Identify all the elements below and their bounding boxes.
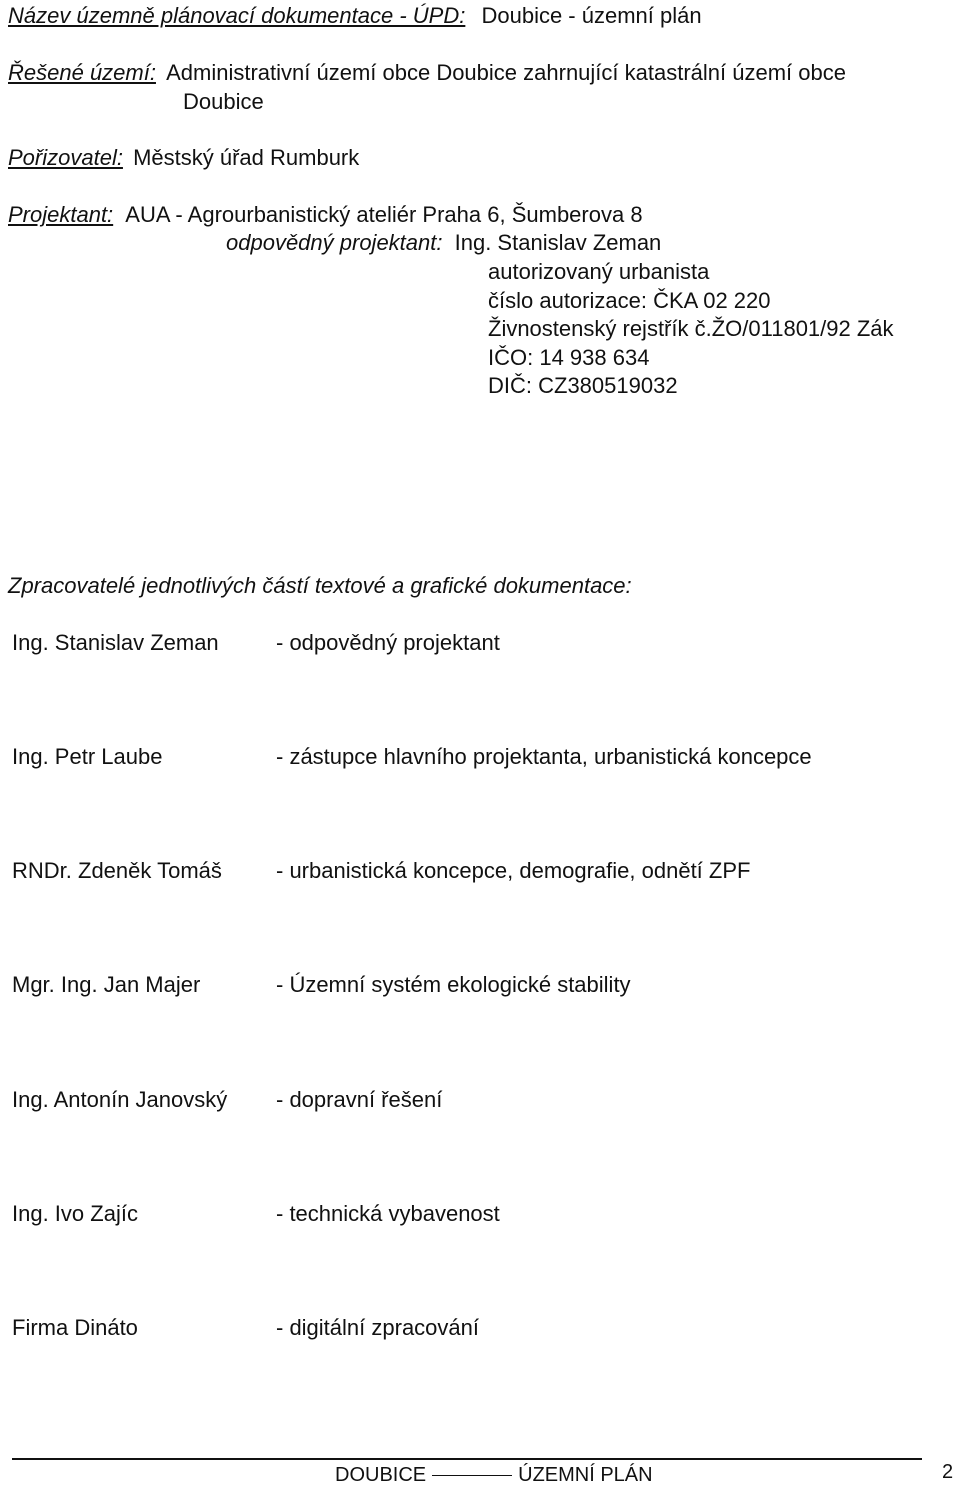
porizovatel-label: Pořizovatel: [8, 145, 123, 170]
page-number: 2 [942, 1461, 954, 1483]
person-name: Mgr. Ing. Jan Majer [12, 972, 201, 997]
odpovedny-label: odpovědný projektant: [226, 230, 443, 255]
person-name: Ing. Petr Laube [12, 744, 163, 769]
detail-1: autorizovaný urbanista [488, 259, 710, 284]
person-role: - dopravní řešení [276, 1087, 443, 1112]
ud-name-value: Doubice - územní plán [481, 3, 702, 28]
odpovedny-row [226, 229, 661, 257]
person-name: Ing. Antonín Janovský [12, 1087, 228, 1112]
person-name: RNDr. Zdeněk Tomáš [12, 858, 222, 883]
odpovedny-value: Ing. Stanislav Zeman [454, 230, 662, 255]
person-name: Ing. Stanislav Zeman [12, 630, 219, 655]
footer-left: DOUBICE [335, 1464, 427, 1486]
person-role: - technická vybavenost [276, 1201, 500, 1226]
detail-4: IČO: 14 938 634 [488, 345, 650, 370]
detail-2: číslo autorizace: ČKA 02 220 [488, 288, 771, 313]
reseni-row [8, 59, 846, 87]
projektant-value: AUA - Agrourbanistický ateliér Praha 6, Šumberova 8 [125, 202, 643, 227]
reseni-value-1: Administrativní území obce Doubice zahrnující katastrální území obce [166, 60, 846, 85]
person-role: - zástupce hlavního projektanta, urbanistická koncepce [276, 744, 812, 769]
footer-separator [432, 1475, 512, 1476]
ud-name-label: Název územně plánovací dokumentace - ÚPD: [8, 3, 466, 28]
zpracovatele-heading: Zpracovatelé jednotlivých částí textové a grafické dokumentace: [8, 573, 632, 598]
footer-right: ÚZEMNÍ PLÁN [518, 1464, 653, 1486]
porizovatel-value: Městský úřad Rumburk [133, 145, 360, 170]
detail-3: Živnostenský rejstřík č.ŽO/011801/92 Zák [488, 316, 894, 341]
detail-5: DIČ: CZ380519032 [488, 373, 678, 398]
person-role: - odpovědný projektant [276, 630, 500, 655]
person-name: Ing. Ivo Zajíc [12, 1201, 138, 1226]
porizovatel-row [8, 144, 359, 172]
ud-name-row [8, 2, 702, 30]
person-role: - Územní systém ekologické stability [276, 972, 631, 997]
reseni-label: Řešené území: [8, 60, 156, 85]
reseni-value-2: Doubice [183, 89, 264, 114]
footer-rule [12, 1458, 922, 1460]
person-role: - urbanistická koncepce, demografie, odnětí ZPF [276, 858, 751, 883]
person-role: - digitální zpracování [276, 1315, 479, 1340]
projektant-row [8, 201, 643, 229]
projektant-label: Projektant: [8, 202, 114, 227]
footer-title [335, 1461, 653, 1489]
person-name: Firma Dináto [12, 1315, 138, 1340]
